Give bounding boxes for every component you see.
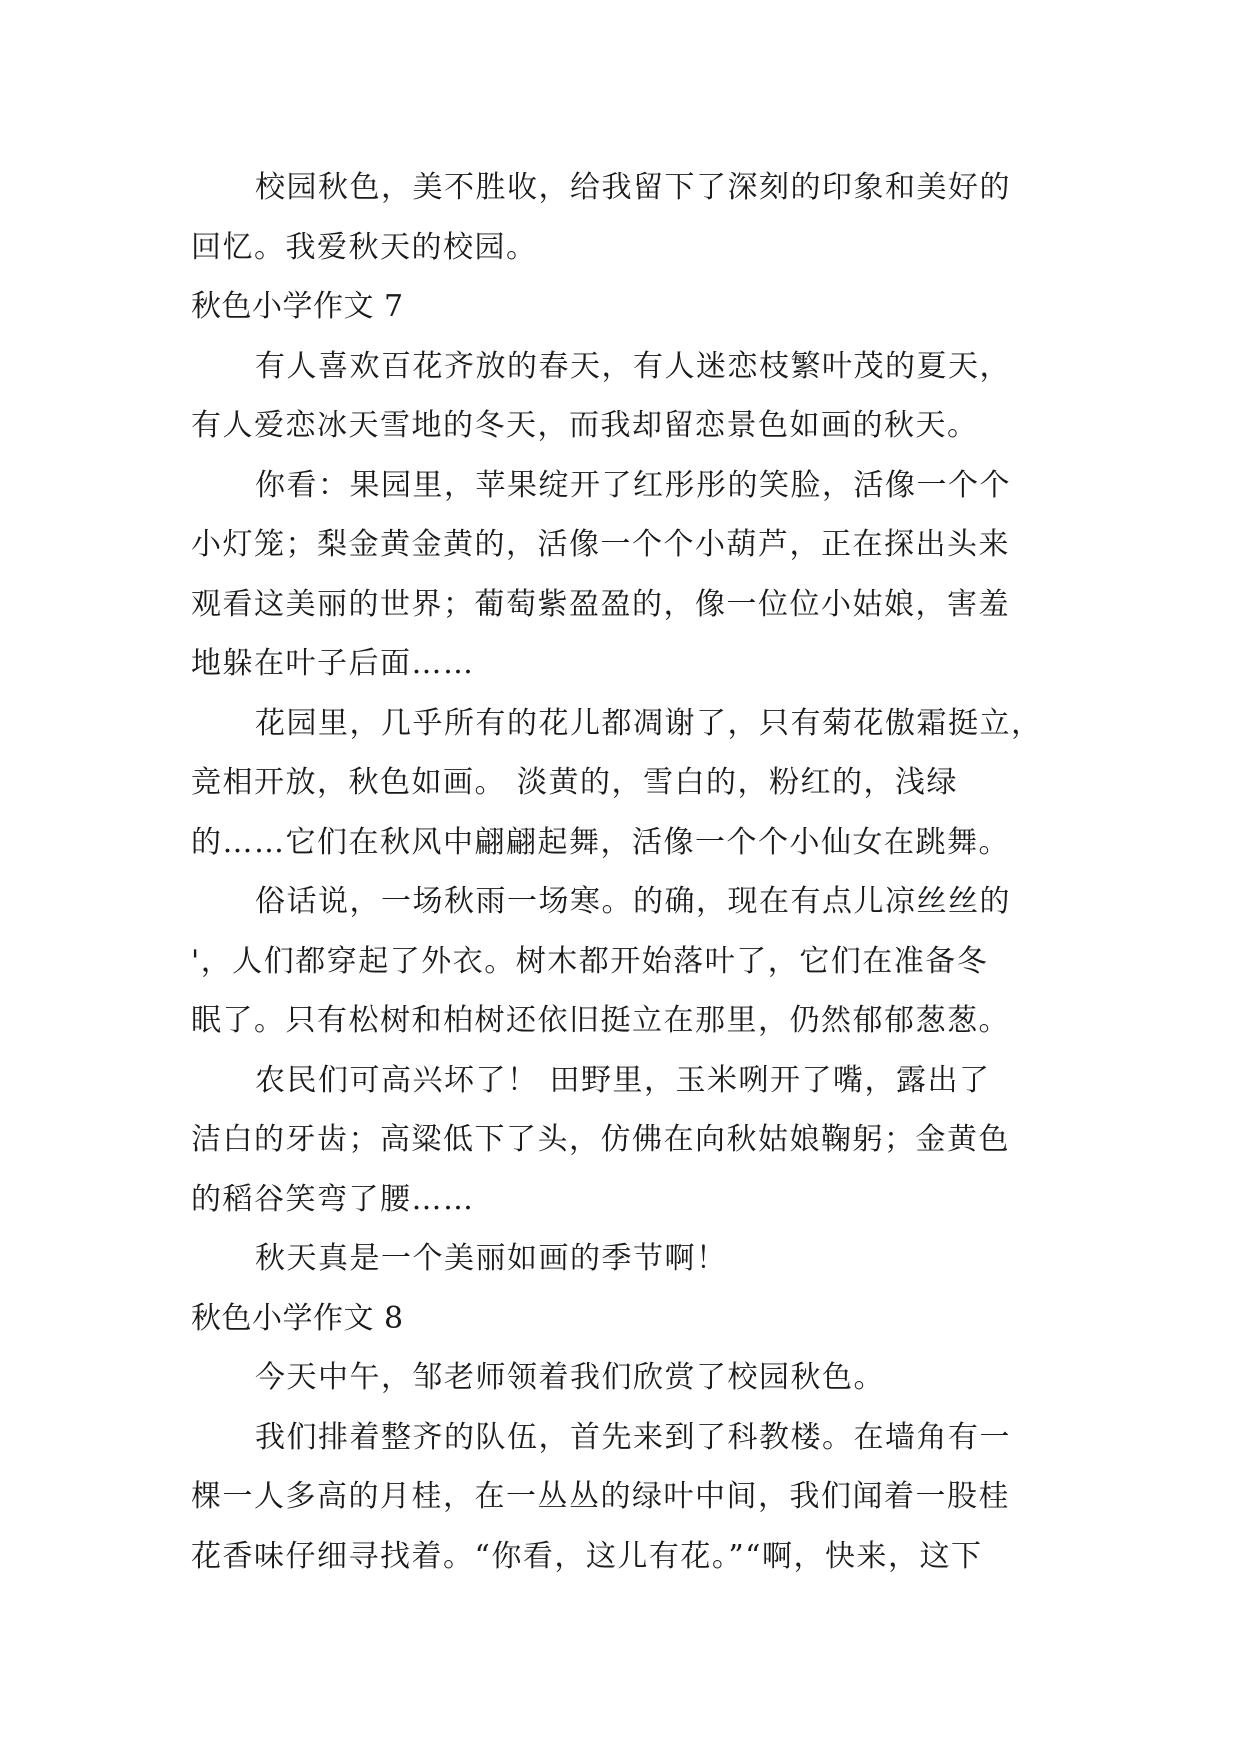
- paragraph-line: 的稻谷笑弯了腰……: [191, 1181, 475, 1217]
- paragraph-line: 你看：果园里，苹果绽开了红彤彤的笑脸，活像一个个: [255, 467, 1011, 503]
- paragraph-line: 洁白的牙齿；高粱低下了头，仿佛在向秋姑娘鞠躬；金黄色: [191, 1122, 1010, 1157]
- paragraph-line: 秋天真是一个美丽如画的季节啊！: [255, 1241, 728, 1276]
- paragraph-line: 观看这美丽的世界；葡萄紫盈盈的，像一位位小姑娘，害羞: [191, 586, 1010, 622]
- paragraph-line: 俗话说，一场秋雨一场寒。的确，现在有点儿凉丝丝的: [255, 884, 1011, 919]
- paragraph-line: 农民们可高兴坏了！ 田野里，玉米咧开了嘴，露出了: [255, 1062, 991, 1098]
- paragraph-line: 今天中午，邹老师领着我们欣赏了校园秋色。: [255, 1360, 885, 1395]
- paragraph-line: '，人们都穿起了外衣。树木都开始落叶了，它们在准备冬: [191, 943, 989, 979]
- paragraph-line: 花园里，几乎所有的花儿都凋谢了，只有菊花傲霜挺立，: [255, 705, 1043, 741]
- paragraph-line: 地躲在叶子后面……: [191, 646, 475, 681]
- paragraph-line: 花香味仔细寻找着。“你看，这儿有花。”“啊，快来，这下: [191, 1538, 983, 1574]
- paragraph-line: 校园秋色，美不胜收，给我留下了深刻的印象和美好的: [255, 170, 1011, 205]
- paragraph-line: 有人喜欢百花齐放的春天，有人迷恋枝繁叶茂的夏天，: [255, 348, 1011, 384]
- paragraph-line: 我们排着整齐的队伍，首先来到了科教楼。在墙角有一: [255, 1419, 1011, 1455]
- essay-title: 秋色小学作文 8: [191, 1300, 404, 1336]
- paragraph-line: 有人爱恋冰天雪地的冬天，而我却留恋景色如画的秋天。: [191, 408, 979, 443]
- paragraph-line: 竞相开放，秋色如画。 淡黄的，雪白的，粉红的，浅绿: [191, 765, 959, 800]
- paragraph-line: 眠了。只有松树和柏树还依旧挺立在那里，仍然郁郁葱葱。: [191, 1003, 1010, 1038]
- essay-title: 秋色小学作文 7: [191, 289, 404, 324]
- paragraph-line: 回忆。我爱秋天的校园。: [191, 229, 538, 265]
- paragraph-line: 棵一人多高的月桂，在一丛丛的绿叶中间，我们闻着一股桂: [191, 1479, 1010, 1514]
- paragraph-line: 的……它们在秋风中翩翩起舞，活像一个个小仙女在跳舞。: [191, 824, 1010, 860]
- paragraph-line: 小灯笼；梨金黄金黄的，活像一个个小葫芦，正在探出头来: [191, 527, 1010, 562]
- essay-body: [191, 158, 1051, 1586]
